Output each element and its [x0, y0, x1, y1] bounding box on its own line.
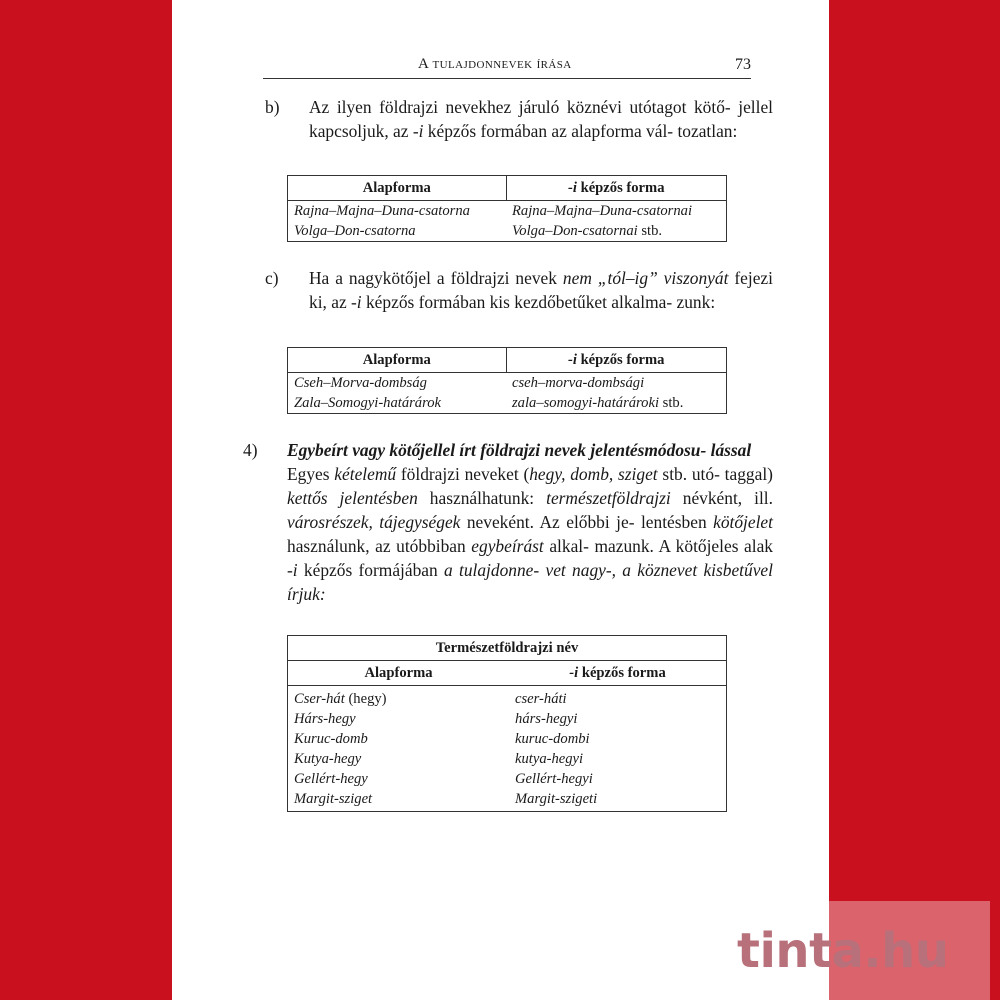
text: mazunk. A kötőjeles alak: [594, 536, 773, 556]
text: lentésben: [640, 512, 714, 532]
cell: Gellért-hegyi: [515, 771, 593, 787]
text: Az ilyen földrajzi nevekhez járuló köznévi utótagot kötő-: [309, 97, 731, 117]
cell: Margit-szigeti: [515, 791, 598, 807]
text: Rajna–Majna–Duna-csatornai: [512, 203, 692, 219]
cell: [506, 201, 726, 222]
cell: Zala–Somogyi-határárok: [294, 395, 442, 411]
watermark-text: tinta.hu: [737, 923, 949, 979]
text: stb. utó-: [657, 464, 720, 484]
text: kötőjelet: [713, 512, 773, 532]
text: nem „tól–ig” viszonyát: [562, 268, 729, 288]
cell: Kuruc-domb: [294, 731, 368, 747]
table-row: [288, 201, 727, 222]
text: -i: [568, 352, 577, 368]
text: neveként. Az előbbi je-: [460, 512, 635, 532]
watermark: [737, 901, 990, 1000]
cell: Kutya-hegy: [294, 751, 362, 767]
cell: Margit-sziget: [294, 791, 373, 807]
running-header: [263, 56, 751, 79]
table-row: [288, 709, 727, 729]
section-b-label: b): [265, 97, 280, 117]
section-c: [265, 266, 773, 314]
cell: cser-háti: [515, 691, 567, 707]
section-heading: lással: [710, 440, 752, 460]
cell: [288, 686, 510, 710]
text: alkal-: [543, 536, 589, 556]
text: képzős formájában: [297, 560, 444, 580]
cell: [506, 393, 727, 414]
text: -i: [569, 665, 579, 681]
text: -i: [351, 292, 362, 312]
column-header: [506, 348, 727, 373]
text: Egyes: [287, 464, 335, 484]
text: tozatlan:: [677, 121, 738, 141]
text: (hegy): [344, 691, 387, 707]
cell: kutya-hegyi: [515, 751, 584, 767]
section-4-label: 4): [243, 440, 258, 460]
table-row: [288, 393, 727, 414]
table-4: [287, 635, 727, 812]
text: használhatunk:: [417, 488, 547, 508]
text: városrészek, tájegységek: [287, 512, 461, 532]
section-b: [265, 95, 773, 143]
text: vet nagy-, a köznevet kisbetűvel írjuk:: [287, 560, 773, 604]
table-caption: Természetföldrajzi név: [288, 636, 727, 661]
text: stb.: [637, 223, 663, 239]
text: földrajzi neveket (: [396, 464, 530, 484]
text: -i: [287, 560, 298, 580]
text: kettős jelentésben: [287, 488, 418, 508]
cell: [506, 221, 726, 242]
text: fejezi ki, az: [309, 268, 773, 312]
text: természetföldrajzi: [546, 488, 671, 508]
table-row: [288, 221, 727, 242]
text: Cser-hát: [294, 691, 345, 707]
table-row: [288, 729, 727, 749]
text: képzős formában kis kezdőbetűket alkalma-: [361, 292, 673, 312]
column-header: Alapforma: [288, 348, 507, 373]
table-c: [287, 347, 727, 414]
text: hegy, domb, sziget: [529, 464, 658, 484]
cell: Gellért-hegy: [294, 771, 368, 787]
table-row: [288, 789, 727, 812]
section-4: [243, 438, 773, 606]
text: egybeírást: [471, 536, 544, 556]
text: Volga–Don-csatornai: [512, 223, 638, 239]
column-header: Alapforma: [288, 661, 510, 686]
cell: Hárs-hegy: [294, 711, 356, 727]
column-header: [506, 176, 726, 201]
table-row: [288, 686, 727, 710]
text: cseh–morva-dombsági: [512, 375, 645, 391]
text: névként, ill.: [682, 488, 773, 508]
text: kételemű: [334, 464, 397, 484]
section-c-label: c): [265, 268, 279, 288]
cell: hárs-hegyi: [515, 711, 578, 727]
cell: Cseh–Morva-dombság: [294, 375, 427, 391]
table-row: [288, 769, 727, 789]
text: használunk, az utóbbiban: [287, 536, 472, 556]
table-row: [288, 749, 727, 769]
text: a tulajdonne-: [444, 560, 540, 580]
chapter-title: A tulajdonnevek írása: [418, 56, 572, 72]
text: -i: [568, 180, 577, 196]
table-b: [287, 175, 727, 242]
text: stb.: [659, 395, 684, 411]
text: Ha a nagykötőjel a földrajzi nevek: [309, 268, 563, 288]
text: taggal): [724, 464, 773, 484]
text: képzős formában az alapforma vál-: [423, 121, 674, 141]
section-heading: Egybeírt vagy kötőjellel írt földrajzi nevek jelentésmódosu-: [287, 440, 707, 460]
cell: kuruc-dombi: [515, 731, 590, 747]
text: zala–somogyi-határároki: [512, 395, 660, 411]
column-header: Alapforma: [288, 176, 507, 201]
text: képzős forma: [576, 180, 665, 196]
page-number: 73: [735, 56, 751, 73]
text: képzős forma: [576, 352, 665, 368]
text: képzős forma: [578, 665, 666, 681]
text: jellel kapcsoljuk, az: [309, 97, 773, 141]
cell: Volga–Don-csatorna: [294, 223, 416, 239]
text: -i: [412, 121, 424, 141]
column-header: [509, 661, 726, 686]
cell: [506, 373, 727, 394]
table-row: [288, 373, 727, 394]
cell: Rajna–Majna–Duna-csatorna: [294, 203, 470, 219]
text: zunk:: [676, 292, 716, 312]
